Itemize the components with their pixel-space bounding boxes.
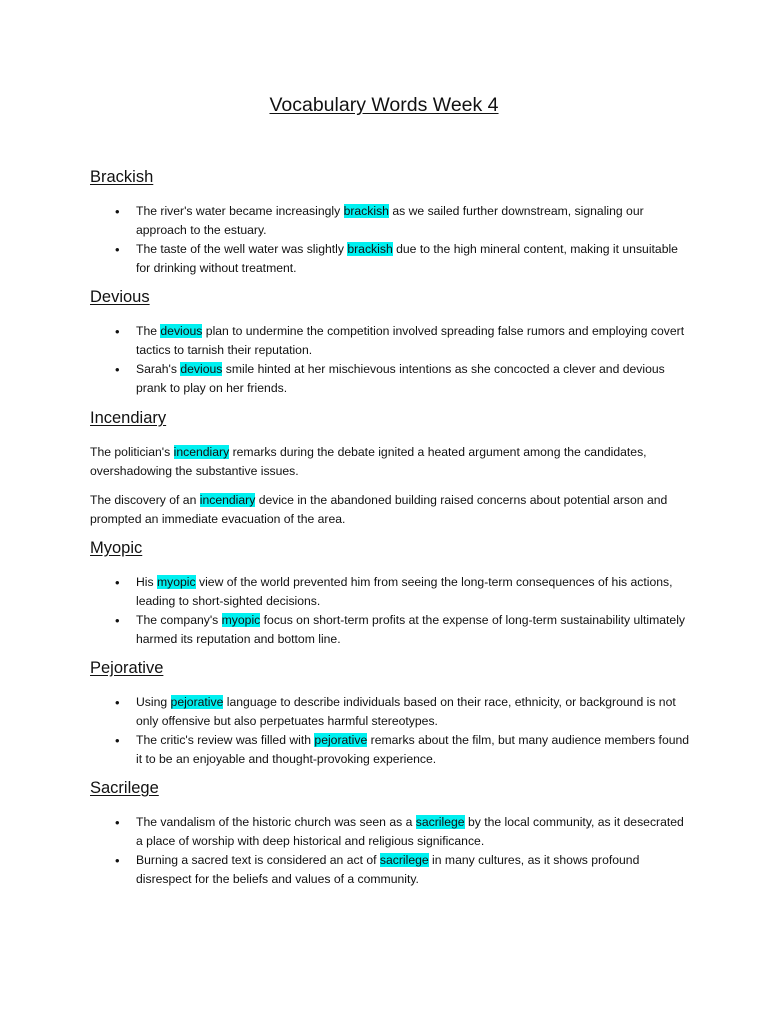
sentence-after: plan to undermine the competition involved spreading false rumors and employing covert tactics to tarnish their reputation.: [136, 324, 685, 357]
list-item: [90, 322, 690, 360]
sentence-after: by the local community, as it desecrated a place of worship with deep historical and religious significance.: [136, 815, 684, 848]
sentence-after: as we sailed further downstream, signaling our approach to the estuary.: [136, 204, 644, 237]
highlighted-word: incendiary: [199, 493, 256, 507]
sentence-after: due to the high mineral content, making it unsuitable for drinking without treatment.: [136, 242, 678, 275]
list-item: [90, 573, 690, 611]
sentence-after: in many cultures, as it shows profound disrespect for the beliefs and values of a community.: [136, 853, 640, 886]
list-item: [90, 813, 690, 851]
list-item: [90, 611, 690, 649]
list-item: [90, 851, 690, 889]
sentence-before: The politician's: [90, 445, 174, 459]
highlighted-word: pejorative: [314, 733, 368, 747]
list-item: [90, 731, 690, 769]
sentence-before: The company's: [136, 613, 222, 627]
sentence-after: remarks during the debate ignited a heated argument among the candidates, overshadowing the substantive issues.: [90, 445, 647, 478]
example-list: [90, 813, 690, 889]
section-heading: Brackish: [90, 168, 154, 186]
example-list: [90, 202, 690, 278]
example-list: [90, 322, 690, 398]
highlighted-word: brackish: [343, 204, 389, 218]
highlighted-word: myopic: [221, 613, 261, 627]
section-heading: Pejorative: [90, 659, 164, 677]
example-paragraph: [90, 443, 690, 481]
highlighted-word: incendiary: [173, 445, 230, 459]
sentence-before: The discovery of an: [90, 493, 200, 507]
section-incendiary: [90, 409, 690, 539]
sentence-after: focus on short-term profits at the expense of long-term sustainability ultimately harmed its reputation and bottom line.: [136, 613, 685, 646]
page-title: Vocabulary Words Week 4: [269, 94, 499, 116]
sentence-before: The: [136, 324, 161, 338]
sentence-after: view of the world prevented him from seeing the long-term consequences of his actions, leading to short-sighted decisions.: [136, 575, 673, 608]
example-list: [90, 573, 690, 649]
sentence-before: Burning a sacred text is considered an act of: [136, 853, 380, 867]
list-item: [90, 693, 690, 731]
section-devious: [90, 288, 690, 398]
list-item: [90, 240, 690, 278]
highlighted-word: devious: [160, 324, 203, 338]
section-sacrilege: [90, 779, 690, 889]
highlighted-word: myopic: [157, 575, 196, 589]
sentence-before: The taste of the well water was slightly: [136, 242, 348, 256]
section-heading: Devious: [90, 288, 150, 306]
sentence-after: remarks about the film, but many audience members found it to be an enjoyable and thought-provoking experience.: [136, 733, 690, 766]
section-myopic: [90, 539, 690, 649]
sentence-before: The vandalism of the historic church was seen as a: [136, 815, 416, 829]
sentence-before: The critic's review was filled with: [136, 733, 315, 747]
sentence-before: His: [136, 575, 157, 589]
section-heading: Incendiary: [90, 409, 167, 427]
example-list: [90, 693, 690, 769]
list-item: [90, 202, 690, 240]
sentence-before: The river's water became increasingly: [136, 204, 344, 218]
section-brackish: [90, 168, 690, 278]
highlighted-word: devious: [180, 362, 223, 376]
highlighted-word: sacrilege: [379, 853, 429, 867]
highlighted-word: sacrilege: [415, 815, 465, 829]
sentence-before: Sarah's: [136, 362, 181, 376]
section-heading: Myopic: [90, 539, 143, 557]
highlighted-word: pejorative: [170, 695, 224, 709]
section-pejorative: [90, 659, 690, 769]
example-paragraph: [90, 491, 690, 529]
section-heading: Sacrilege: [90, 779, 159, 797]
sentence-after: smile hinted at her mischievous intentions as she concocted a clever and devious prank to play on her friends.: [136, 362, 665, 395]
highlighted-word: brackish: [347, 242, 393, 256]
list-item: [90, 360, 690, 398]
example-paragraphs: [90, 443, 690, 529]
sentence-after: device in the abandoned building raised concerns about potential arson and prompted an immediate evacuation of the area.: [90, 493, 668, 526]
sentence-after: language to describe individuals based on their race, ethnicity, or background is not only offensive but also perpetuates harmful stereotypes.: [136, 695, 676, 728]
sentence-before: Using: [136, 695, 171, 709]
